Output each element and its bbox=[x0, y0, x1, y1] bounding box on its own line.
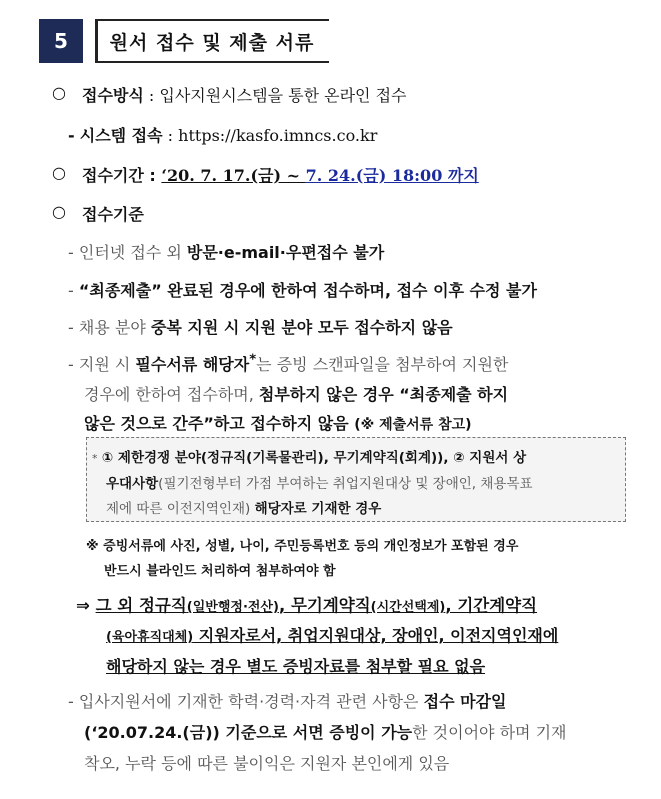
note-mark: ※ bbox=[86, 539, 99, 554]
item4-sup: * bbox=[249, 352, 257, 368]
item5-l1b: 접수 마감일 bbox=[423, 692, 507, 711]
criteria-item-4-line-1 bbox=[68, 352, 508, 375]
method-label: 접수방식 bbox=[82, 86, 144, 105]
dash: - bbox=[68, 243, 74, 262]
item4-l2b: 첨부하지 않은 경우 “최종제출 하지 bbox=[258, 385, 509, 404]
period-label: 접수기간 : bbox=[82, 166, 162, 185]
period-line bbox=[82, 163, 479, 186]
item3-bold: 중복 지원 시 지원 분야 모두 접수하지 않음 bbox=[150, 318, 453, 337]
arrow-line-2 bbox=[106, 623, 558, 646]
arrow-l1b: (일반행정·전산) bbox=[186, 600, 279, 615]
dash: - bbox=[68, 692, 74, 711]
arrow-l2b: 지원자로서, 취업지원대상, 장애인, 이전지역인재에 bbox=[193, 626, 559, 645]
criteria-item-1 bbox=[68, 240, 384, 263]
item4-l3b: (※ 제출서류 참고) bbox=[354, 417, 472, 433]
arrow-l1e: , 기간계약직 bbox=[445, 596, 538, 615]
bullet-circle: ○ bbox=[52, 202, 66, 221]
section-number: 5 bbox=[39, 19, 83, 63]
bullet-circle: ○ bbox=[52, 83, 66, 102]
criteria-item-5-line-1 bbox=[68, 689, 506, 712]
note-line-2: 반드시 블라인드 처리하여 첨부하여야 함 bbox=[104, 564, 336, 579]
item5-l1a: 입사지원서에 기재한 학력·경력·자격 관련 사항은 bbox=[78, 692, 424, 711]
item5-l2b: 한 것이어야 하며 기재 bbox=[412, 723, 567, 742]
criteria-item-5-line-2 bbox=[84, 720, 567, 743]
system-line bbox=[68, 123, 377, 146]
item4-l1a: 지원 시 bbox=[78, 355, 136, 374]
dash: - bbox=[68, 281, 74, 300]
dash: - bbox=[68, 318, 74, 337]
criteria-item-3 bbox=[68, 315, 453, 338]
criteria-label: 접수기준 bbox=[82, 205, 144, 224]
method-value: 입사지원시스템을 통한 온라인 접수 bbox=[159, 86, 407, 105]
criteria-item-5-line-3: 착오, 누락 등에 따른 불이익은 지원자 본인에게 있음 bbox=[84, 754, 450, 773]
item5-l2a: (‘20.07.24.(금)) 기준으로 서면 증빙이 가능 bbox=[84, 723, 413, 742]
arrow-line-3: 해당하지 않는 경우 별도 증빙자료를 첨부할 필요 없음 bbox=[106, 657, 486, 676]
note-l1: 증빙서류에 사진, 성별, 나이, 주민등록번호 등의 개인정보가 포함된 경우 bbox=[103, 539, 519, 554]
item1-text: 인터넷 접수 외 bbox=[78, 243, 187, 262]
arrow-l2a: (육아휴직대체) bbox=[106, 630, 194, 645]
box-l3a: 제에 따른 이전지역인재) bbox=[106, 501, 255, 517]
arrow-l1a: 그 외 정규직 bbox=[95, 596, 187, 615]
box-line-3 bbox=[106, 497, 381, 517]
box-l2a: 우대사항 bbox=[106, 476, 159, 492]
period-end: 7. 24.(금) 18:00 까지 bbox=[305, 166, 479, 185]
system-url[interactable]: https://kasfo.imncs.co.kr bbox=[178, 126, 378, 145]
system-sep: : bbox=[162, 126, 179, 145]
box-line-2 bbox=[106, 472, 533, 492]
note-line-1 bbox=[86, 535, 518, 554]
item4-l2a: 경우에 한하여 접수하며, bbox=[84, 385, 259, 404]
system-label: 시스템 접속 bbox=[79, 126, 163, 145]
item4-l1c: 는 증빙 스캔파일을 첨부하여 지원한 bbox=[256, 355, 509, 374]
bullet-circle: ○ bbox=[52, 163, 66, 182]
item4-l3a: 않은 것으로 간주”하고 접수하지 않음 bbox=[84, 414, 355, 433]
item1-bold: 방문·e-mail·우편접수 불가 bbox=[186, 243, 385, 262]
criteria-item-4-line-3 bbox=[84, 411, 472, 434]
dash: - bbox=[68, 126, 75, 145]
arrow-l1d: (시간선택제) bbox=[370, 600, 446, 615]
method-sep: : bbox=[143, 86, 160, 105]
criteria-item-4-line-2 bbox=[84, 382, 508, 405]
method-line bbox=[82, 83, 407, 106]
period-start: ‘20. 7. 17.(금) ~ bbox=[161, 166, 306, 185]
box-l1: ① 제한경쟁 분야(정규직(기록물관리), 무기계약직(회계)), ② 지원서 상 bbox=[101, 450, 527, 466]
box-l3b: 해당자로 기재한 경우 bbox=[254, 501, 382, 517]
box-line-1 bbox=[92, 446, 526, 466]
section-header bbox=[39, 19, 329, 63]
item4-l1b: 필수서류 해당자 bbox=[135, 355, 250, 374]
arrow-line-1 bbox=[76, 592, 537, 616]
box-l2b: (필기전형부터 가점 부여하는 취업지원대상 및 장애인, 채용목표 bbox=[158, 476, 533, 492]
item3-text: 채용 분야 bbox=[78, 318, 151, 337]
criteria-item-2 bbox=[68, 278, 537, 301]
arrow-mark: ⇒ bbox=[76, 596, 90, 615]
arrow-l1c: , 무기계약직 bbox=[278, 596, 371, 615]
section-title: 원서 접수 및 제출 서류 bbox=[95, 19, 329, 63]
item2-text: “최종제출” 완료된 경우에 한하여 접수하며, 접수 이후 수정 불가 bbox=[78, 281, 537, 300]
box-star: * bbox=[92, 452, 98, 465]
dash: - bbox=[68, 355, 74, 374]
